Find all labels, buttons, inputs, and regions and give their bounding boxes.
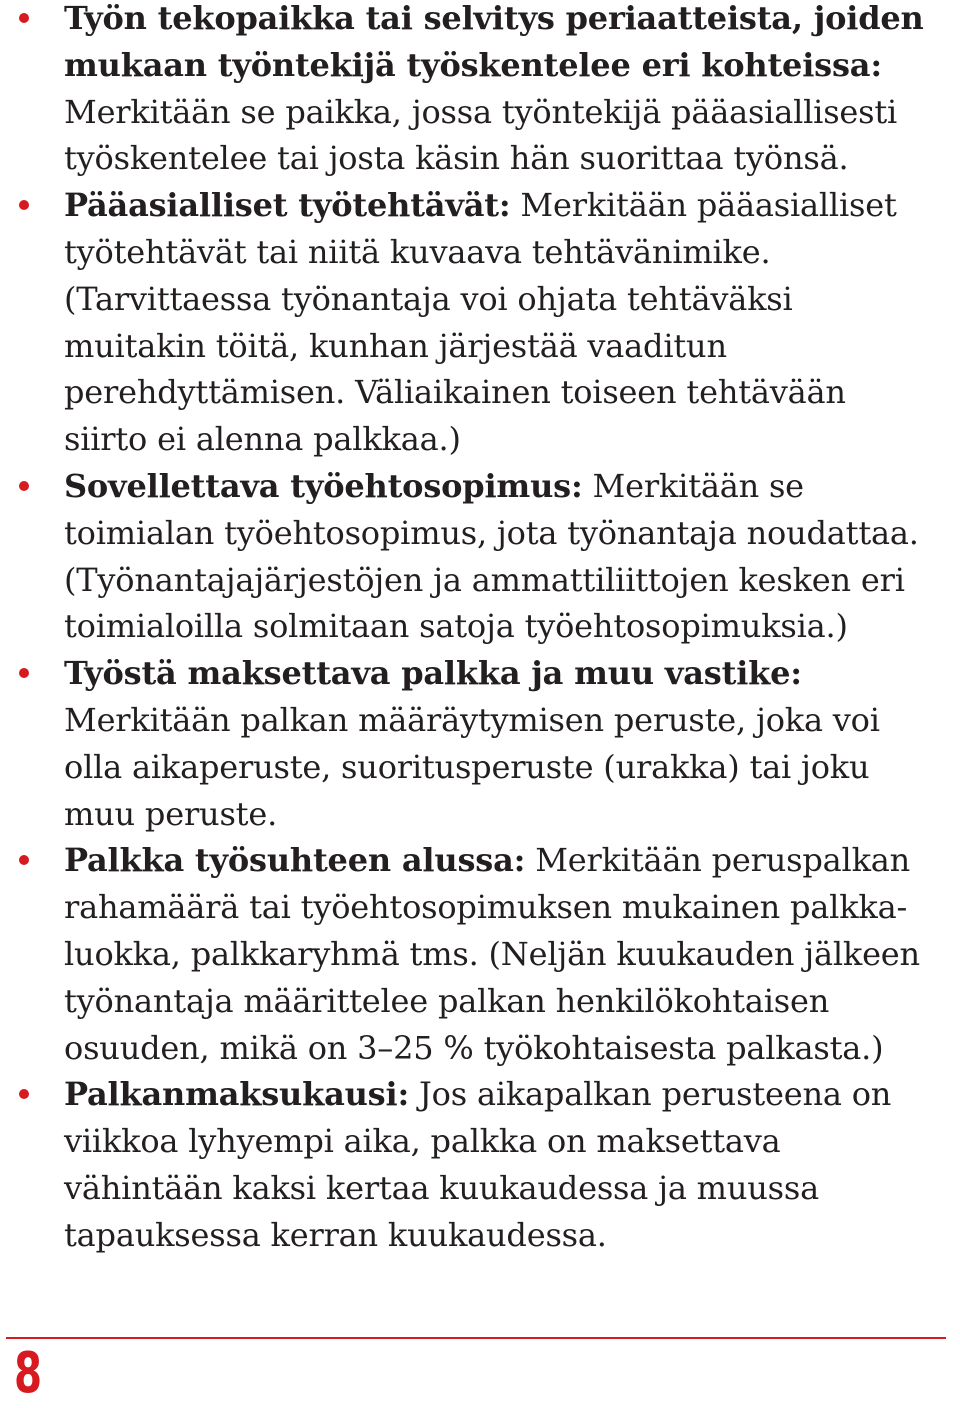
list-item-pay-period: [0, 1071, 960, 1258]
page-number: 8: [14, 1341, 43, 1406]
item-label: Palkka työsuhteen alussa:: [64, 841, 526, 880]
item-text: Merkitään peruspalkan rahamäärä tai työehtosopimuksen mukainen palkkaluokka, palkkaryhmä tms. (Neljän kuukauden jälkeen työnantaja määrittelee palkan henkilökohtaisen osuuden, mikä on 3–25 % työkohtaisesta palkasta.): [64, 841, 920, 1067]
item-text: Merkitään pääasialliset työtehtävät tai niitä kuvaava tehtävänimike. (Tarvittaessa työnantaja voi ohjata tehtäväksi muitakin töitä, kunhan järjestää vaaditun perehdyttämisen. Väliaikainen toiseen tehtävään siirto ei alenna palkkaa.): [64, 186, 897, 459]
bullet-icon: [19, 1089, 29, 1099]
footer-divider: [6, 1337, 946, 1339]
bullet-icon: [19, 200, 29, 210]
bullet-icon: [19, 13, 29, 23]
bullet-icon: [19, 668, 29, 678]
item-text: Jos aikapalkan perusteena on viikkoa lyhyempi aika, palkka on maksettava vähintään kaksi kertaa kuukaudessa ja muussa tapauksessa kerran kuukaudessa.: [64, 1075, 892, 1254]
list-item-starting-pay: [0, 837, 960, 1071]
bullet-icon: [19, 481, 29, 491]
item-label: Pääasialliset työtehtävät:: [64, 186, 511, 225]
item-label: Palkanmaksukausi:: [64, 1075, 410, 1114]
list-item-work-location: [0, 0, 960, 182]
list-item-main-duties: [0, 182, 960, 463]
list-item-collective-agreement: [0, 463, 960, 650]
bullet-icon: [19, 855, 29, 865]
list-item-pay-and-compensation: [0, 650, 960, 837]
item-text: Merkitään se toimialan työehtosopimus, jota työnantaja noudattaa. (Työnantajajärjestöjen ja ammattiliittojen kesken eri toimialoilla solmitaan satoja työehtosopimuksia.): [64, 466, 919, 646]
item-label: Työn tekopaikka tai selvitys periaatteista, joiden mukaan työntekijä työskentelee eri kohteissa:: [64, 0, 924, 84]
item-label: Työstä maksettava palkka ja muu vastike:: [64, 654, 802, 693]
item-text: Merkitään se paikka, jossa työntekijä pääasiallisesti työskentelee tai josta käsin hän suorittaa työnsä.: [64, 92, 898, 178]
item-text: Merkitään palkan määräytymisen peruste, joka voi olla aikaperuste, suoritusperuste (urakka) tai joku muu peruste.: [64, 700, 880, 833]
item-label: Sovellettava työehtosopimus:: [64, 466, 583, 505]
